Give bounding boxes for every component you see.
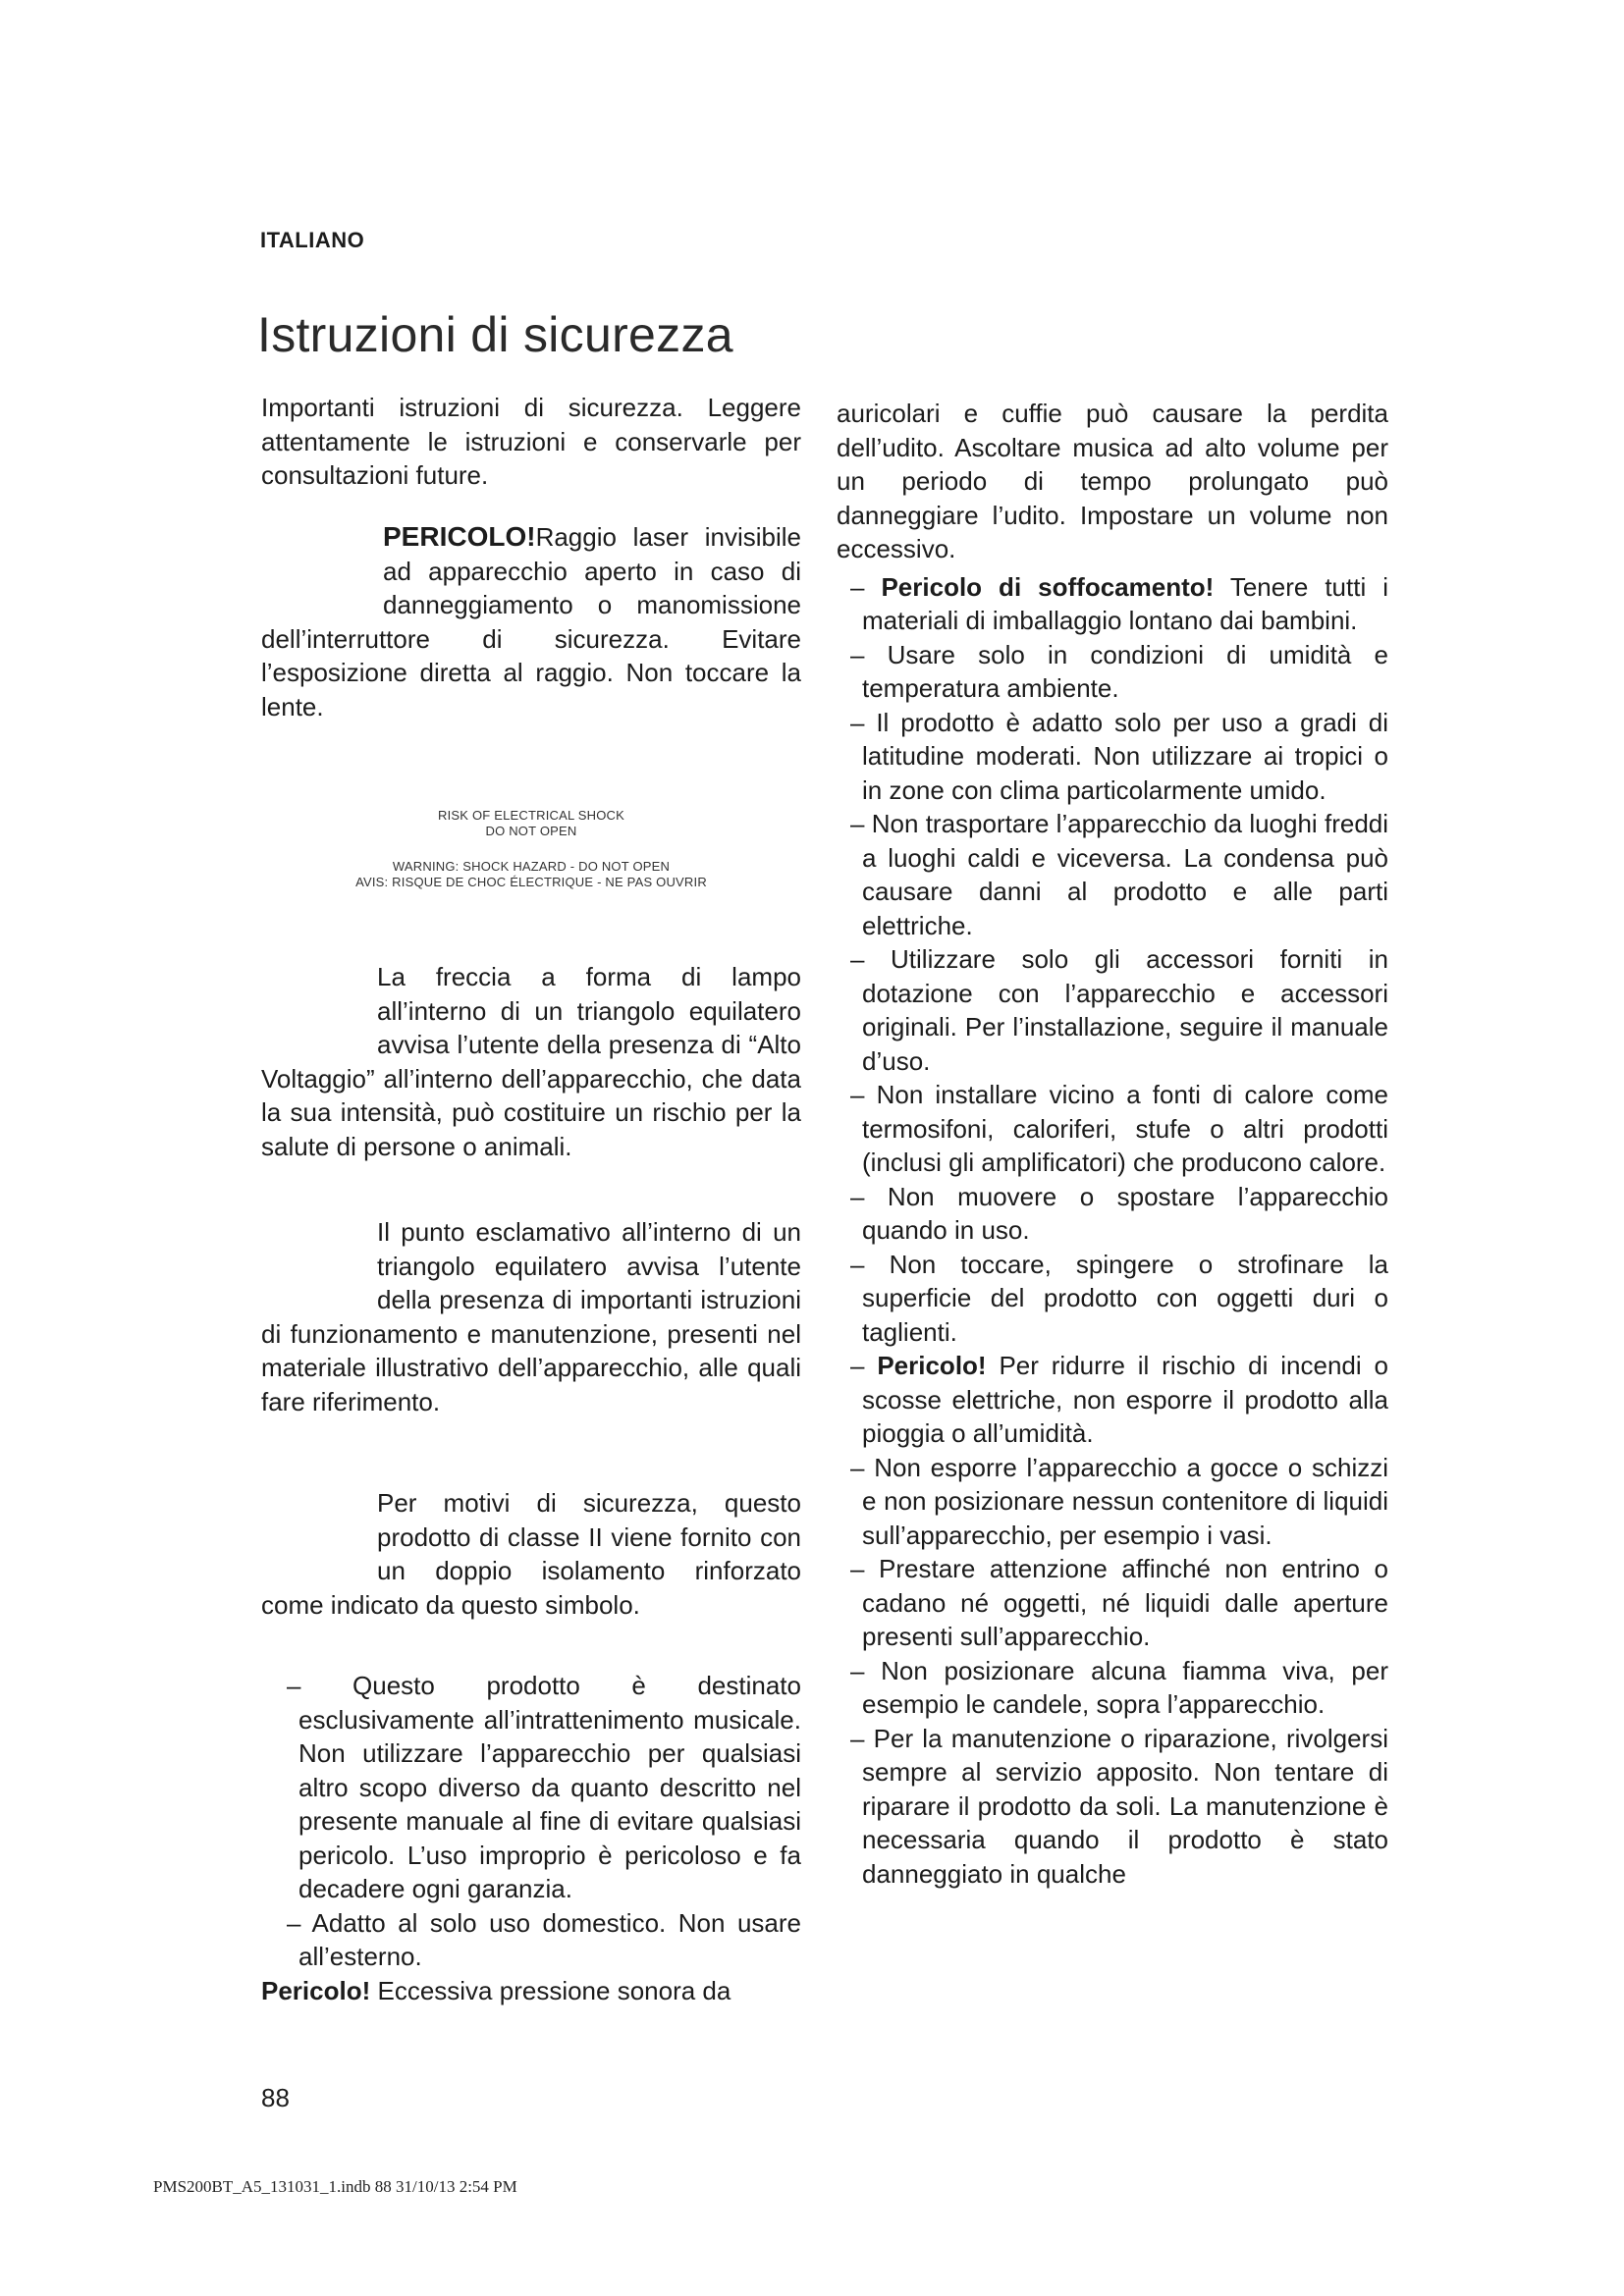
left-bullet-item: – Questo prodotto è destinato esclusivamente all’intrattenimento musicale. Non utilizzare l’apparecchio per qualsiasi altro scopo diverso da quanto descritto nel presente manuale al fine di evitare qualsiasi pericolo. L’uso improprio è pericoloso e fa decadere ogni garanzia.: [287, 1671, 801, 1903]
right-bullet-item: – Non toccare, spingere o strofinare la superficie del prodotto con oggetti duri o taglienti.: [850, 1249, 1388, 1347]
page-number: 88: [261, 2083, 290, 2112]
shock-label-line3: WARNING: SHOCK HAZARD - DO NOT OPEN: [392, 859, 671, 874]
right-bullet-item: – Non muovere o spostare l’apparecchio quando in uso.: [850, 1181, 1388, 1245]
exclamation-icon-space: [261, 1215, 377, 1313]
right-bullet-item: – Per la manutenzione o riparazione, rivolgersi sempre al servizio apposito. Non tentare di riparare il prodotto da soli. La manutenzione è necessaria quando il prodotto è stato danneggiato in qualche: [850, 1723, 1388, 1889]
right-bullet-list: [837, 570, 1388, 1892]
right-bullet-item: – Non posizionare alcuna fiamma viva, per esempio le candele, sopra l’apparecchio.: [850, 1655, 1388, 1719]
intro-paragraph: Importanti istruzioni di sicurezza. Leggere attentamente le istruzioni e conservarle per consultazioni future.: [261, 393, 801, 490]
left-bullet-item: – Adatto al solo uso domestico. Non usare all’esterno.: [287, 1907, 801, 1971]
right-bullet-item: – Pericolo! Per ridurre il rischio di incendi o scosse elettriche, non esporre il prodotto alla pioggia o all’umidità.: [850, 1351, 1388, 1448]
print-imprint: PMS200BT_A5_131031_1.indb 88 31/10/13 2:54 PM: [153, 2177, 517, 2196]
shock-label-line4: AVIS: RISQUE DE CHOC ÉLECTRIQUE - NE PAS OUVRIR: [355, 875, 707, 889]
laser-warning-label: PERICOLO!: [383, 521, 536, 552]
right-bullet-item: – Utilizzare solo gli accessori forniti in dotazione con l’apparecchio e accessori originali. Per l’installazione, seguire il manuale d’uso.: [850, 944, 1388, 1076]
sound-warning-text-left: Eccessiva pressione sonora da: [370, 1975, 731, 2005]
right-bullet-item: – Prestare attenzione affinché non entrino o cadano né oggetti, né liquidi dalle aperture presenti sull’apparecchio.: [850, 1554, 1389, 1651]
right-bullet-item: – Non installare vicino a fonti di calore come termosifoni, caloriferi, stufe o altri prodotti (inclusi gli amplificatori) che producono calore.: [850, 1080, 1388, 1177]
class2-paragraph: Per motivi di sicurezza, questo prodotto di classe II viene fornito con un doppio isolamento rinforzato come indicato da questo simbolo.: [261, 1488, 801, 1620]
exclamation-paragraph: Il punto esclamativo all’interno di un triangolo equilatero avvisa l’utente della presenza di importanti istruzioni di funzionamento e manutenzione, presenti nel materiale illustrativo dell’apparecchio, alle quali fare riferimento.: [261, 1217, 801, 1416]
sound-warning-continuation: auricolari e cuffie può causare la perdita dell’udito. Ascoltare musica ad alto volume per un periodo di tempo prolungato può danneggiare l’udito. Impostare un volume non eccessivo.: [837, 399, 1388, 563]
language-label: ITALIANO: [260, 228, 365, 252]
laser-icon-space: [261, 520, 383, 620]
right-bullet-item: – Il prodotto è adatto solo per uso a gradi di latitudine moderati. Non utilizzare ai tropici o in zone con clima particolarmente umido.: [850, 707, 1388, 805]
right-column: [837, 397, 1388, 1891]
laser-warning: [261, 520, 801, 723]
right-bullet-item: – Pericolo di soffocamento! Tenere tutti i materiali di imballaggio lontano dai bambini.: [850, 571, 1389, 635]
right-bullet-item: – Non trasportare l’apparecchio da luoghi freddi a luoghi caldi e viceversa. La condensa può causare danni al prodotto e alle parti elettriche.: [850, 809, 1389, 940]
shock-label-line2: DO NOT OPEN: [485, 824, 577, 838]
class2-icon-space: [261, 1486, 377, 1584]
shock-label-line1: RISK OF ELECTRICAL SHOCK: [438, 808, 624, 823]
shock-warning-label: [261, 808, 801, 890]
right-bullet-item: – Usare solo in condizioni di umidità e temperatura ambiente.: [850, 639, 1388, 703]
sound-warning-label: Pericolo!: [261, 1975, 371, 2005]
lightning-paragraph: La freccia a forma di lampo all’interno di un triangolo equilatero avvisa l’utente della presenza di “Alto Voltaggio” all’interno dell’apparecchio, che data la sua intensità, può costituire un rischio per la salute di persone o animali.: [261, 962, 801, 1161]
right-bullet-item: – Non esporre l’apparecchio a gocce o schizzi e non posizionare nessun contenitore di liquidi sull’apparecchio, per esempio i vasi.: [850, 1452, 1388, 1550]
left-bullet-list: [261, 1669, 801, 2007]
page-title: Istruzioni di sicurezza: [257, 307, 733, 362]
lightning-icon-space: [261, 960, 377, 1058]
laser-warning-text: Raggio laser invisibile ad apparecchio aperto in caso di danneggiamento o manomissione dell’interruttore di sicurezza. Evitare l’esposizione diretta al raggio. Non toccare la lente.: [261, 522, 801, 721]
